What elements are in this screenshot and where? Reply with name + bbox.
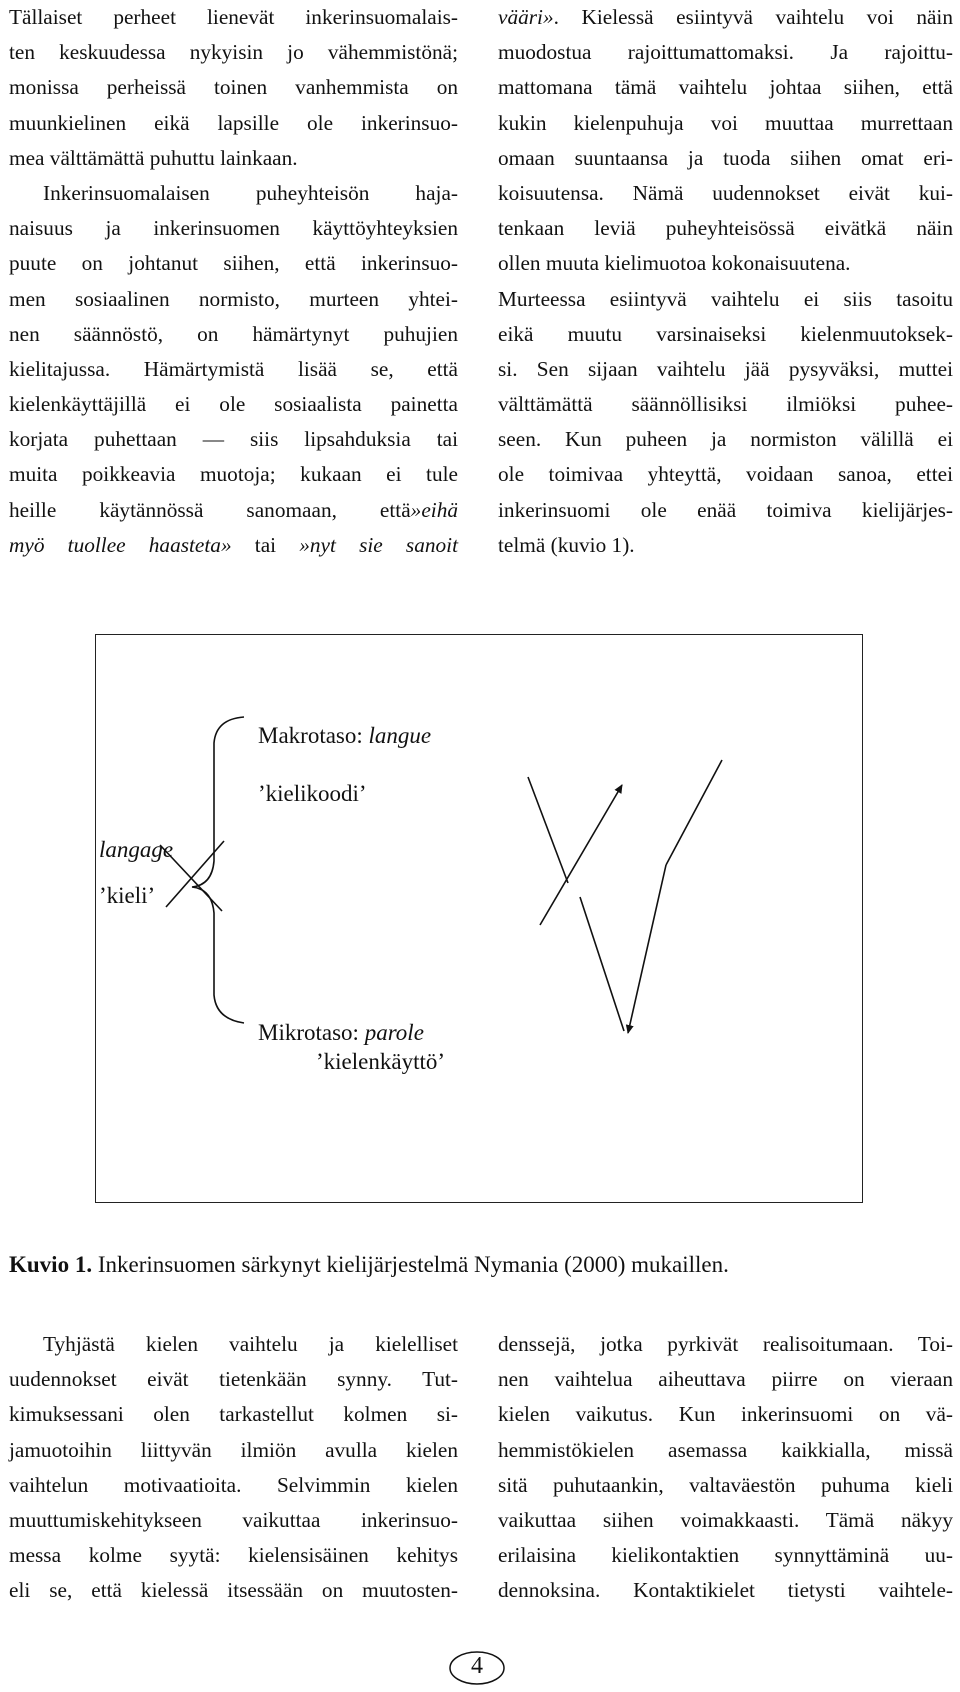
text-line: heille käytännössä sanomaan, että»eihä (9, 497, 458, 522)
text-line: ollen muuta kielimuotoa kokonaisuutena. (498, 251, 851, 276)
text-line: messa kolme syytä: kielensisäinen kehitys (9, 1543, 458, 1568)
text-line: tenkaan leviä puheyhteisössä eivätkä näin (498, 216, 953, 241)
bottom-left-column (9, 1327, 458, 1609)
text-line: välttämättä säännöllisiksi ilmiöksi puhee- (498, 392, 953, 417)
text-line: nen vaihtelua aiheuttava piirre on vieraan (498, 1367, 953, 1392)
text-line: kielitajussa. Hämärtymistä lisää se, että (9, 356, 458, 381)
text-line: naisuus ja inkerinsuomen käyttöyhteyksien (9, 216, 458, 241)
down-line-lower (580, 897, 624, 1031)
text-line: Tällaiset perheet lienevät inkerinsuomalais- (9, 5, 458, 29)
text-line: vaihtelun motivaatioita. Selvimmin kielen (9, 1472, 458, 1497)
text-line: eli se, että kielessä itsessään on muutosten- (9, 1578, 458, 1603)
text-line: mattomana tämä vaihtelu johtaa siihen, että (498, 75, 953, 100)
top-left-column (9, 0, 458, 563)
langage-term: langage (99, 837, 174, 862)
text-line: ten keskuudessa nykyisin jo vähemmistönä; (9, 40, 458, 65)
down-line-upper (528, 777, 568, 883)
text-line: vaikuttaa siihen voimakkaasti. Tämä näkyy (498, 1507, 953, 1532)
figure-caption: Kuvio 1. Inkerinsuomen särkynyt kielijärjestelmä Nymania (2000) mukaillen. (9, 1252, 729, 1277)
makrotaso-label: Makrotaso: langue (258, 723, 432, 748)
text-line: muuttumiskehitykseen vaikuttaa inkerinsuo- (9, 1507, 458, 1532)
text-line: dennoksina. Kontaktikielet tietysti vaihtele- (498, 1578, 953, 1603)
text-line: uudennokset eivät tietenkään synny. Tut- (9, 1367, 458, 1392)
text-line: kukin kielenpuhuja voi muuttaa murrettaan (498, 110, 953, 135)
text-line: muodostua rajoittumattomaksi. Ja rajoittu- (498, 40, 953, 65)
text-line: väärі». Kielessä esiintyvä vaihtelu voi näin (498, 5, 953, 29)
text-line: omaan suuntaansa ja tuoda siihen omat eri- (498, 145, 953, 170)
text-line: monissa perheissä toinen vanhemmista on (9, 75, 458, 100)
bottom-right-column (498, 1327, 953, 1609)
text-line: kielenkäyttäjillä ei ole sosiaalista painetta (9, 392, 458, 417)
text-line: men sosiaalinen normisto, murteen yhtei- (9, 286, 458, 311)
text-line: korjata puhettaan — siis lipsahduksia tai (9, 427, 458, 452)
text-line: hemmistökielen asemassa kaikkialla, missä (498, 1437, 953, 1462)
text-line: nen säännöstö, on hämärtynyt puhujien (9, 321, 458, 346)
text-line: muita poikkeavia muotoja; kukaan ei tule (9, 462, 458, 487)
text-line: sitä puhutaankin, valtaväestön puhuma kieli (498, 1472, 953, 1497)
text-line: eikä muutu varsinaiseksi kielenmuutoksek- (498, 321, 953, 346)
break-line-2 (166, 841, 224, 907)
text-line: denssejä, jotka pyrkivät realisoitumaan. Toi- (498, 1332, 953, 1356)
text-line: seen. Kun puheen ja normiston välillä ei (498, 427, 953, 452)
text-line: Murteessa esiintyvä vaihtelu ei siis tasoitu (498, 286, 953, 311)
text-line: puute on johtanut siihen, että inkerinsuo- (9, 251, 458, 276)
up-arrow-lower (540, 785, 622, 925)
up-line-right (666, 760, 722, 865)
text-line: erilaisina kielikontaktien synnyttäminä uu- (498, 1543, 953, 1568)
text-line: ole toimivaa yhteyttä, voidaan sanoa, ettei (498, 462, 953, 487)
text-line: Inkerinsuomalaisen puheyhteisön haja- (43, 180, 458, 205)
kieli-gloss: ’kieli’ (99, 883, 156, 908)
kielenkaytto-gloss: ’kielenkäyttö’ (316, 1049, 446, 1074)
page-number: 4 (448, 1650, 506, 1686)
text-line: telmä (kuvio 1). (498, 532, 635, 557)
text-line: Tyhjästä kielen vaihtelu ja kielelliset (43, 1332, 458, 1356)
figure-diagram (96, 635, 864, 1204)
text-line: si. Sen sijaan vaihtelu jää pysyväksi, muttei (498, 356, 953, 381)
top-right-column (498, 0, 953, 563)
text-line: kimuksessani olen tarkastellut kolmen si- (9, 1402, 458, 1427)
kielikoodi-gloss: ’kielikoodi’ (258, 781, 367, 806)
mikrotaso-label: Mikrotaso: parole (258, 1020, 424, 1045)
text-line: jamuotoihin liittyvän ilmiön avulla kielen (9, 1437, 458, 1462)
text-line: myö tuollee haasteta» tai »nyt sie sanoit (9, 532, 458, 557)
down-arrow-right (628, 865, 666, 1033)
figure-1 (95, 634, 863, 1203)
curly-brace (192, 717, 244, 1023)
text-line: muunkielinen eikä lapsille ole inkerinsuo- (9, 110, 458, 135)
text-line: kielen vaikutus. Kun inkerinsuomi on vä- (498, 1402, 953, 1427)
text-line: koisuutensa. Nämä uudennokset eivät kui- (498, 180, 953, 205)
text-line: mea välttämättä puhuttu lainkaan. (9, 145, 298, 170)
text-line: inkerinsuomi ole enää toimiva kielijärjes- (498, 497, 953, 522)
